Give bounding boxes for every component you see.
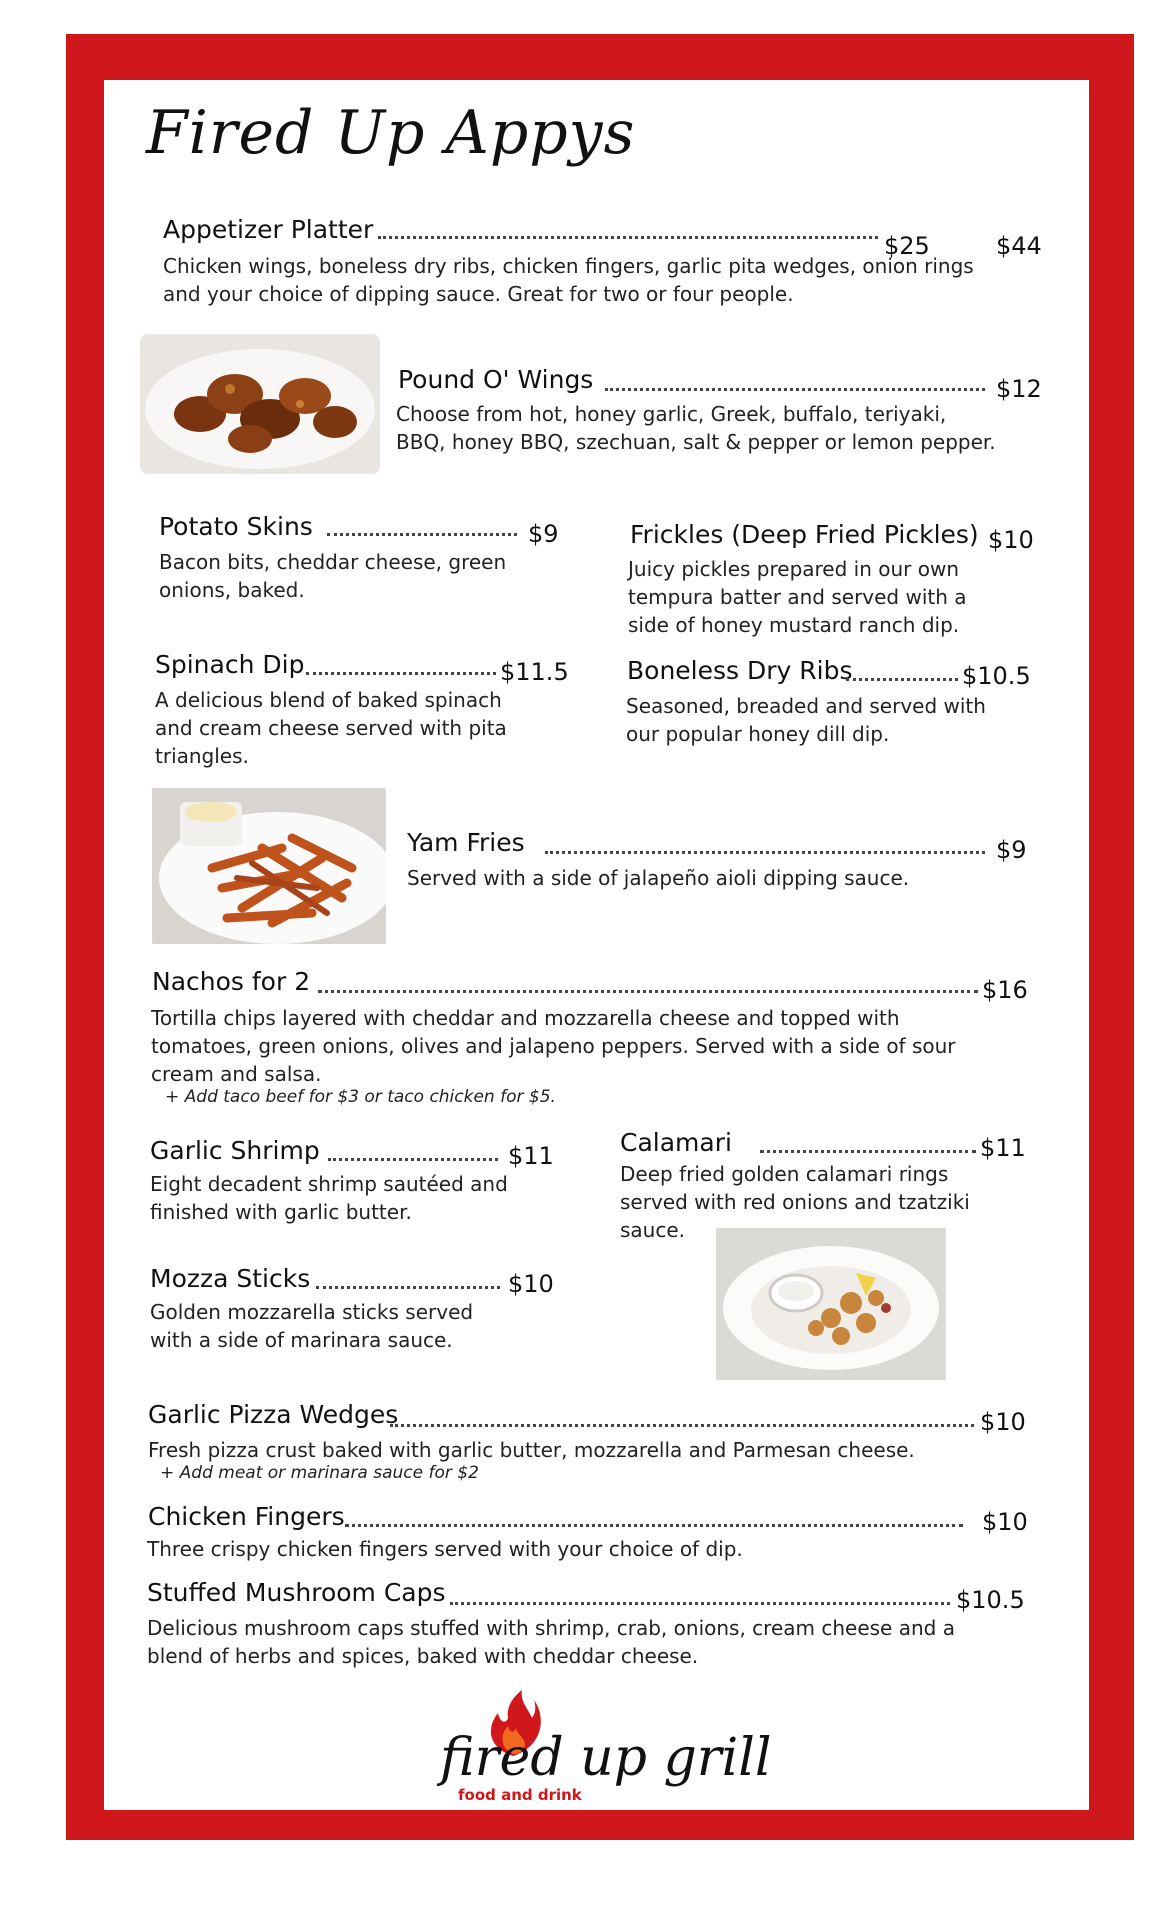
item-desc-potato-skins: Bacon bits, cheddar cheese, green onions, baked. xyxy=(159,550,507,602)
dot-leader xyxy=(328,1158,498,1161)
item-desc-spinach-dip: A delicious blend of baked spinach and cream cheese served with pita triangles. xyxy=(155,688,507,768)
dot-leader xyxy=(760,1150,976,1153)
item-note-nachos: + Add taco beef for $3 or taco chicken for $5. xyxy=(165,1087,556,1107)
item-price-yam-fries: $9 xyxy=(996,836,1027,864)
calamari-photo xyxy=(716,1228,946,1380)
item-price-mozza-sticks: $10 xyxy=(508,1270,554,1298)
item-desc-dry-ribs: Seasoned, breaded and served with our popular honey dill dip. xyxy=(626,694,986,746)
dot-leader xyxy=(605,388,985,391)
item-price-calamari: $11 xyxy=(980,1134,1026,1162)
wings-photo xyxy=(140,334,380,474)
item-desc-chicken-fingers: Three crispy chicken fingers served with your choice of dip. xyxy=(147,1537,743,1561)
item-price-appetizer-platter-large: $44 xyxy=(996,232,1042,260)
logo-tagline: food and drink xyxy=(458,1786,582,1804)
item-name-calamari: Calamari xyxy=(620,1128,732,1157)
item-name-mozza-sticks: Mozza Sticks xyxy=(150,1264,311,1293)
item-desc-nachos: Tortilla chips layered with cheddar and mozzarella cheese and topped with tomatoes, green onions, olives and jalapeno peppers. Served with a side of sour cream and salsa. xyxy=(151,1006,956,1086)
dot-leader xyxy=(345,1524,963,1527)
dot-leader xyxy=(450,1602,950,1605)
item-desc-wings: Choose from hot, honey garlic, Greek, buffalo, teriyaki, BBQ, honey BBQ, szechuan, salt & pepper or lemon pepper. xyxy=(396,402,996,454)
item-name-spinach-dip: Spinach Dip xyxy=(155,650,305,679)
item-price-pizza-wedges: $10 xyxy=(980,1408,1026,1436)
item-name-pizza-wedges: Garlic Pizza Wedges xyxy=(148,1400,399,1429)
dot-leader xyxy=(318,990,978,993)
menu-title: Fired Up Appys xyxy=(146,98,636,168)
dot-leader xyxy=(306,672,496,675)
item-price-mushroom-caps: $10.5 xyxy=(956,1586,1025,1614)
item-price-nachos: $16 xyxy=(982,976,1028,1004)
item-name-yam-fries: Yam Fries xyxy=(407,828,525,857)
dot-leader xyxy=(390,1424,974,1427)
item-price-garlic-shrimp: $11 xyxy=(508,1142,554,1170)
item-desc-frickles: Juicy pickles prepared in our own tempura batter and served with a side of honey mustard ranch dip. xyxy=(628,557,967,637)
dot-leader xyxy=(316,1286,500,1289)
item-name-mushroom-caps: Stuffed Mushroom Caps xyxy=(147,1578,446,1607)
item-desc-calamari: Deep fried golden calamari rings served with red onions and tzatziki sauce. xyxy=(620,1162,970,1242)
item-price-potato-skins: $9 xyxy=(528,520,559,548)
item-price-wings: $12 xyxy=(996,375,1042,403)
item-price-chicken-fingers: $10 xyxy=(982,1508,1028,1536)
dot-leader xyxy=(545,851,985,854)
dot-leader xyxy=(378,236,878,239)
item-name-nachos: Nachos for 2 xyxy=(152,967,311,996)
item-desc-yam-fries: Served with a side of jalapeño aioli dipping sauce. xyxy=(407,866,910,890)
item-note-pizza-wedges: + Add meat or marinara sauce for $2 xyxy=(160,1463,479,1483)
item-desc-mozza-sticks: Golden mozzarella sticks served with a side of marinara sauce. xyxy=(150,1300,474,1352)
item-name-potato-skins: Potato Skins xyxy=(159,512,313,541)
item-name-wings: Pound O' Wings xyxy=(398,365,594,394)
item-name-chicken-fingers: Chicken Fingers xyxy=(148,1502,345,1531)
item-name-frickles: Frickles (Deep Fried Pickles) xyxy=(630,520,979,549)
logo-wordmark: fired up grill xyxy=(440,1728,772,1788)
dot-leader xyxy=(846,678,958,681)
item-name-garlic-shrimp: Garlic Shrimp xyxy=(150,1136,320,1165)
item-name-dry-ribs: Boneless Dry Ribs xyxy=(627,656,853,685)
item-desc-appetizer-platter: Chicken wings, boneless dry ribs, chicken fingers, garlic pita wedges, onion rings and your choice of dipping sauce. Great for two or four people. xyxy=(163,254,974,306)
item-name-appetizer-platter: Appetizer Platter xyxy=(163,215,374,244)
item-price-appetizer-platter: $25 xyxy=(884,232,930,260)
yam-fries-photo xyxy=(152,788,386,944)
item-price-frickles: $10 xyxy=(988,526,1034,554)
item-price-dry-ribs: $10.5 xyxy=(962,662,1031,690)
dot-leader xyxy=(327,533,517,536)
item-price-spinach-dip: $11.5 xyxy=(500,658,569,686)
item-desc-pizza-wedges: Fresh pizza crust baked with garlic butter, mozzarella and Parmesan cheese. xyxy=(148,1438,915,1462)
item-desc-garlic-shrimp: Eight decadent shrimp sautéed and finished with garlic butter. xyxy=(150,1172,508,1224)
item-desc-mushroom-caps: Delicious mushroom caps stuffed with shrimp, crab, onions, cream cheese and a blend of herbs and spices, baked with cheddar cheese. xyxy=(147,1616,955,1668)
